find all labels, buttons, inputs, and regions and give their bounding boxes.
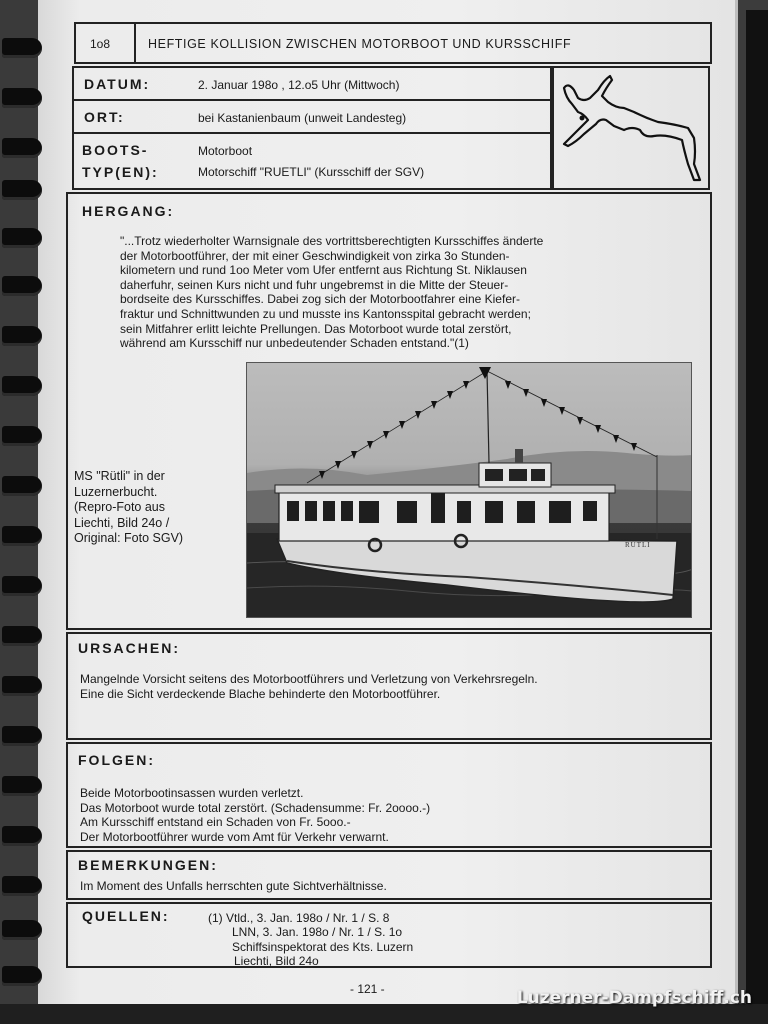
header-box: [74, 22, 712, 64]
quellen-text: (1) Vtld., 3. Jan. 198o / Nr. 1 / S. 8 LNN, 3. Jan. 198o / Nr. 1 / S. 1o Schiffsinspektorat des Kts. Luzern Liechti, Bild 24o: [208, 911, 414, 968]
ort-value: bei Kastanienbaum (unweit Landesteg): [198, 111, 407, 125]
ursachen-text: Mangelnde Vorsicht seitens des Motorbootführers und Verletzung von Verkehrsregeln. Eine die Sicht verdeckende Blache behinderte den Motorbootführer.: [80, 672, 538, 701]
ursachen-box: [66, 632, 712, 740]
folgen-text: Beide Motorbootinsassen wurden verletzt. Das Motorboot wurde total zerstört. (Schadensumme: Fr. 2oooo.-) Am Kursschiff entstand ein Schaden von Fr. 5ooo.- Der Motorbootführer wurde vom Amt für Verkehr verwarnt.: [80, 786, 431, 844]
photo-caption: MS "Rütli" in der Luzernerbucht. (Repro-Foto aus Liechti, Bild 24o / Original: Foto SGV): [74, 469, 184, 545]
boots-label-2: TYP(EN):: [82, 164, 159, 180]
boots-value-1: Motorboot: [198, 144, 253, 158]
info-box: [72, 66, 552, 190]
folgen-box: [66, 742, 712, 848]
folgen-label: FOLGEN:: [78, 752, 155, 768]
watermark-text: Luzerner-Dampfschiff.ch: [516, 988, 752, 1008]
ship-name-text: RÜTLI: [625, 541, 651, 549]
page-title: HEFTIGE KOLLISION ZWISCHEN MOTORBOOT UND KURSSCHIFF: [148, 37, 572, 51]
datum-value: 2. Januar 198o , 12.o5 Uhr (Mittwoch): [198, 78, 400, 92]
lake-map-icon: [554, 68, 708, 188]
bemerkungen-box: [66, 850, 712, 900]
page-footer-number: - 121 -: [350, 982, 385, 996]
lake-map-box: [552, 66, 710, 190]
hergang-label: HERGANG:: [82, 203, 175, 219]
right-edge: [738, 0, 768, 1024]
quellen-box: [66, 902, 712, 968]
datum-label: DATUM:: [84, 76, 151, 92]
ship-photo: [246, 362, 692, 618]
hergang-text: "...Trotz wiederholter Warnsignale des vortrittsberechtigten Kursschiffes änderte der Motorbootführer, der mit einer Geschwindigkeit von zirka 3o Stunden- kilometern und rund 1oo Meter vom Ufer entfernt aus Richtung St. Niklausen daherfuhr, seinen Kurs nicht und fuhr ungebremst in die Mitte der Steuer- bordseite des Kursschiffes. Dabei zog sich der Motorbootfahrer eine Kiefer- fraktur und Schnittwunden zu und musste ins Kantonsspital gebracht werden; sein Mitfahrer erlitt leichte Prellungen. Das Motorboot wurde total zerstört, während am Kursschiff nur unbedeutender Schaden entstand."(1): [120, 234, 544, 351]
boots-label-1: BOOTS-: [82, 142, 149, 158]
boots-value-2: Motorschiff "RUETLI" (Kursschiff der SGV): [198, 165, 425, 179]
bemerkungen-label: BEMERKUNGEN:: [78, 857, 218, 873]
ort-label: ORT:: [84, 109, 125, 125]
ursachen-label: URSACHEN:: [78, 640, 180, 656]
quellen-label: QUELLEN:: [82, 908, 170, 924]
page-number-label: 1o8: [90, 37, 111, 51]
bemerkungen-text: Im Moment des Unfalls herrschten gute Sichtverhältnisse.: [80, 879, 387, 893]
document-page: [38, 0, 738, 1004]
